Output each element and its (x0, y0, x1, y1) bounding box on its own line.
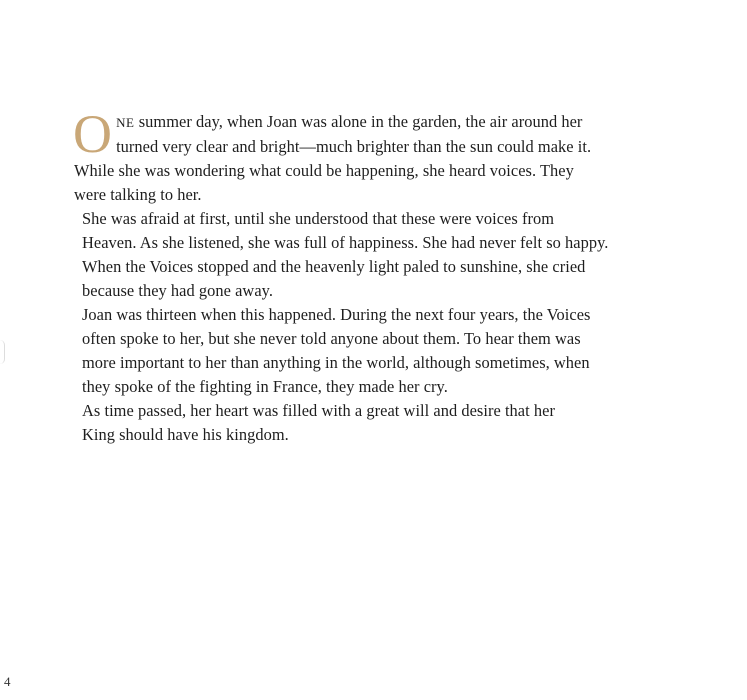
paragraph-line: often spoke to her, but she never told anyone about them. To hear them was (82, 329, 581, 348)
paragraph-line: When the Voices stopped and the heavenly light paled to sunshine, she cried (82, 257, 586, 276)
paragraph-line: were talking to her. (74, 185, 202, 204)
paragraph-line (74, 110, 634, 135)
opening-small-caps: NE (116, 115, 135, 130)
paragraph-1 (73, 104, 634, 207)
paragraph-line: Joan was thirteen when this happened. During the next four years, the Voices (82, 305, 591, 324)
paragraph-line: Heaven. As she listened, she was full of happiness. She had never felt so happy. (82, 233, 609, 252)
paragraph-line: turned very clear and bright—much brighter than the sun could make it. (116, 137, 592, 156)
drop-cap: O (73, 104, 113, 164)
page-number: 4 (4, 674, 11, 689)
paragraph-line: As time passed, her heart was filled with a great will and desire that her (82, 401, 555, 420)
paragraph-line: She was afraid at first, until she understood that these were voices from (82, 209, 555, 228)
paragraph-2 (74, 207, 634, 303)
paragraph-4 (74, 399, 634, 447)
page-edge-mark (0, 340, 5, 364)
paragraph-line: King should have his kingdom. (82, 425, 289, 444)
paragraph-line: While she was wondering what could be happening, she heard voices. They (74, 161, 574, 180)
paragraph-line: more important to her than anything in the world, although sometimes, when (82, 353, 590, 372)
paragraph-line: because they had gone away. (82, 281, 273, 300)
line-text: summer day, when Joan was alone in the garden, the air around her (134, 112, 583, 131)
paragraph-3 (74, 303, 634, 399)
story-text (73, 104, 634, 447)
paragraph-line: they spoke of the fighting in France, they made her cry. (82, 377, 448, 396)
